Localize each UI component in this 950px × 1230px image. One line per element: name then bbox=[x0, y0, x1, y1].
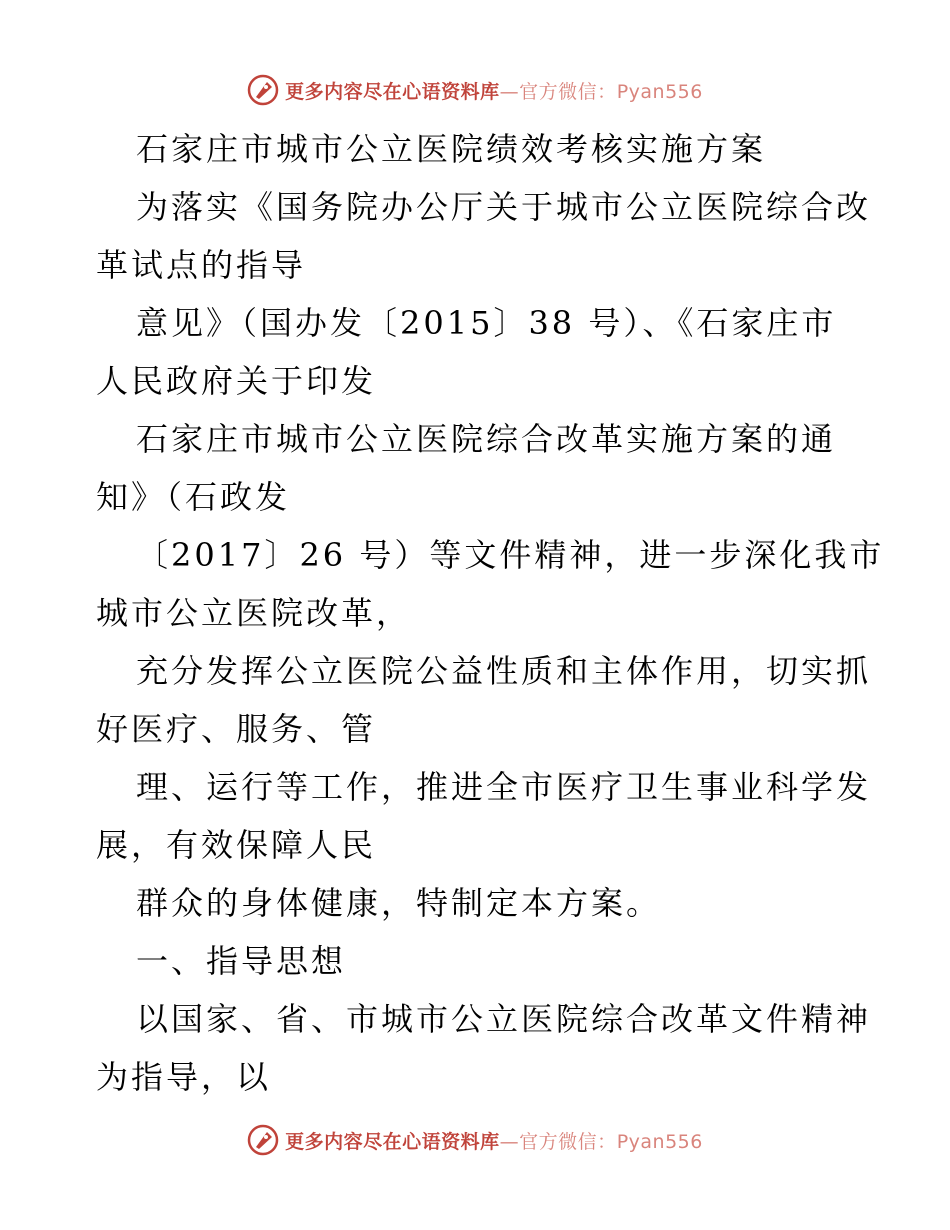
paragraph-line: 〔2017〕26 号）等文件精神，进一步深化我市 bbox=[136, 536, 885, 574]
pen-nib-logo-icon bbox=[247, 74, 279, 106]
paragraph-line: 人民政府关于印发 bbox=[96, 362, 377, 400]
paragraph-line: 城市公立医院改革， bbox=[96, 594, 412, 632]
section-heading: 一、指导思想 bbox=[136, 942, 347, 980]
paragraph-line: 群众的身体健康，特制定本方案。 bbox=[136, 884, 662, 922]
watermark-separator: — bbox=[499, 80, 520, 103]
paragraph-line: 好医疗、服务、管 bbox=[96, 710, 377, 748]
watermark-wechat-label: 官方微信： bbox=[519, 80, 617, 103]
paragraph-line: 为落实《国务院办公厅关于城市公立医院综合改 bbox=[136, 188, 872, 226]
watermark-wechat-label: 官方微信： bbox=[519, 1130, 617, 1153]
document-title: 石家庄市城市公立医院绩效考核实施方案 bbox=[136, 130, 767, 168]
paragraph-line: 充分发挥公立医院公益性质和主体作用，切实抓 bbox=[136, 652, 872, 690]
paragraph-line: 展，有效保障人民 bbox=[96, 826, 377, 864]
watermark-separator: — bbox=[499, 1130, 520, 1153]
footer-watermark bbox=[0, 1122, 950, 1158]
watermark-site: 更多内容尽在心语资料库 bbox=[285, 1130, 500, 1153]
paragraph-line: 知》（石政发 bbox=[96, 478, 291, 516]
watermark-wechat-id: Pyan556 bbox=[616, 1130, 703, 1153]
paragraph-line: 革试点的指导 bbox=[96, 246, 307, 284]
header-watermark bbox=[0, 72, 950, 108]
watermark-site: 更多内容尽在心语资料库 bbox=[285, 80, 500, 103]
watermark-text bbox=[285, 77, 703, 104]
watermark-wechat-id: Pyan556 bbox=[616, 80, 703, 103]
paragraph-line: 意见》（国办发〔2015〕38 号）、《石家庄市 bbox=[136, 304, 837, 342]
paragraph-line: 理、运行等工作，推进全市医疗卫生事业科学发 bbox=[136, 768, 872, 806]
paragraph-line: 石家庄市城市公立医院综合改革实施方案的通 bbox=[136, 420, 837, 458]
paragraph-line: 为指导，以 bbox=[96, 1058, 272, 1096]
pen-nib-logo-icon bbox=[247, 1124, 279, 1156]
paragraph-line: 以国家、省、市城市公立医院综合改革文件精神 bbox=[136, 1000, 872, 1038]
watermark-text bbox=[285, 1127, 703, 1154]
document-body bbox=[96, 120, 885, 1106]
